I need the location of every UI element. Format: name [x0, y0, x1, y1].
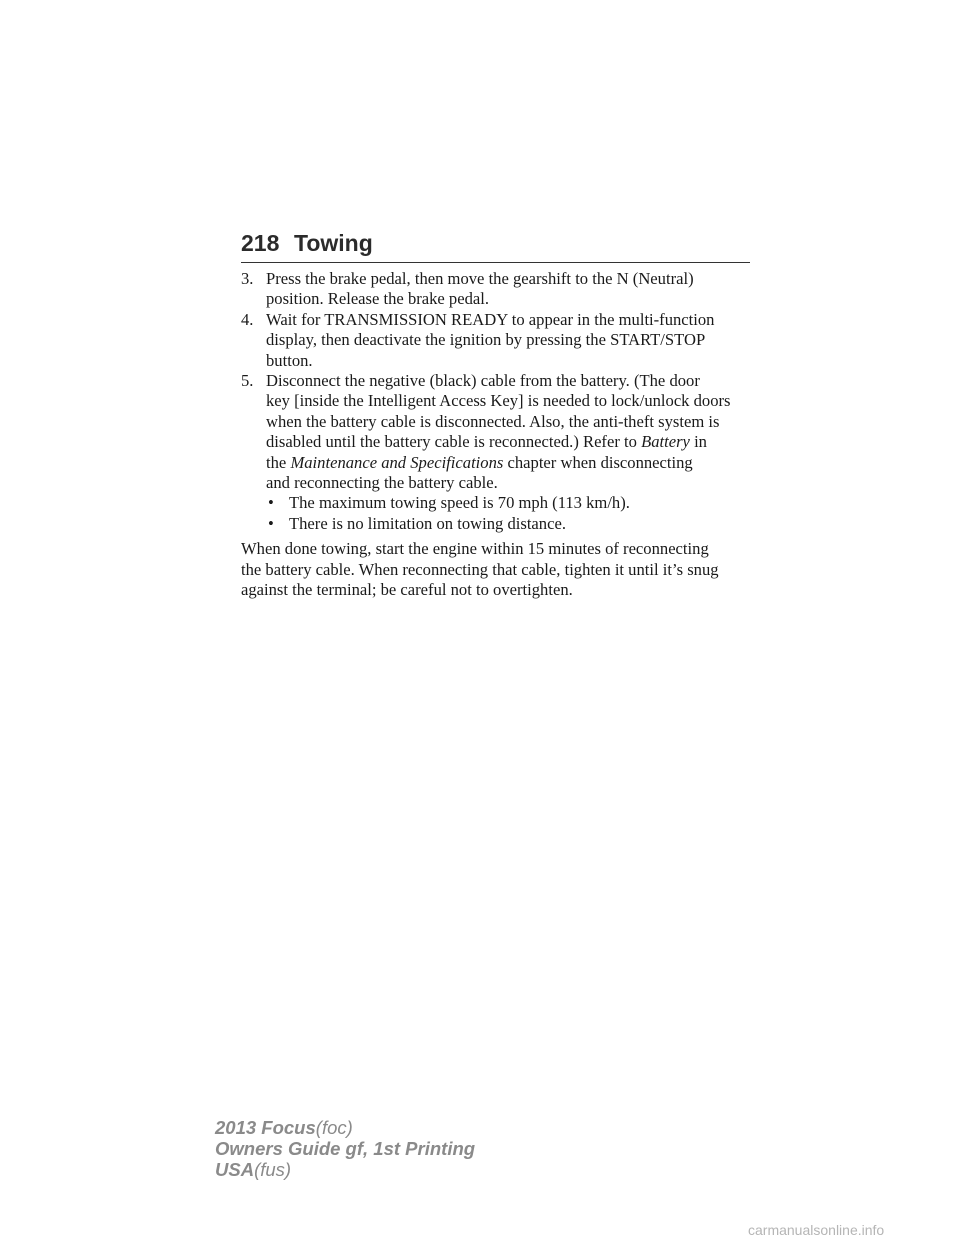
bullet-icon: •: [268, 513, 274, 533]
text-run: in: [694, 432, 707, 452]
footer-market-code: (fus): [254, 1159, 292, 1180]
footer-model-code: (foc): [315, 1117, 353, 1138]
closing-paragraph: [241, 539, 756, 600]
footer-market: USA: [215, 1159, 255, 1180]
footer-model: 2013 Focus: [215, 1117, 316, 1138]
step-line: button.: [266, 350, 313, 370]
maintenance-chapter-reference: Maintenance and Specifications: [290, 452, 504, 472]
step-line: and reconnecting the battery cable.: [266, 473, 498, 493]
step-line: Press the brake pedal, then move the gearshift to the N (Neutral): [266, 269, 694, 288]
bullet-item: [241, 493, 756, 513]
step-5: [241, 371, 756, 493]
step-line-battery-ref: [266, 432, 756, 452]
step-line: Wait for TRANSMISSION READY to appear in the multi-function: [266, 309, 715, 329]
step-line: when the battery cable is disconnected. Also, the anti-theft system is: [266, 411, 720, 431]
paragraph-line: the battery cable. When reconnecting that cable, tighten it until it’s snug: [241, 559, 719, 579]
footer-market-line: [215, 1159, 475, 1180]
text-run: the: [266, 452, 287, 472]
page-header: [241, 228, 750, 263]
step-number: 5.: [241, 371, 254, 391]
step-3: [241, 269, 756, 310]
step-line: key [inside the Intelligent Access Key] is needed to lock/unlock doors: [266, 391, 731, 411]
step-4: [241, 310, 756, 371]
bullet-item: [241, 514, 756, 534]
chapter-title: Towing: [294, 230, 373, 256]
text-run: disabled until the battery cable is reconnected.) Refer to: [266, 432, 637, 452]
step-line-chapter-ref: [266, 453, 756, 473]
print-footer: [215, 1117, 475, 1180]
paragraph-line: against the terminal; be careful not to overtighten.: [241, 580, 573, 600]
body-text: [241, 269, 756, 601]
step-line: Disconnect the negative (black) cable from the battery. (The door: [266, 371, 700, 391]
bullet-text: The maximum towing speed is 70 mph (113 km/h).: [289, 493, 630, 513]
step-line: display, then deactivate the ignition by pressing the START/STOP: [266, 330, 706, 350]
footer-model-line: [215, 1117, 475, 1138]
battery-reference: Battery: [641, 432, 690, 452]
bullet-icon: •: [268, 493, 274, 513]
step-line: position. Release the brake pedal.: [266, 289, 490, 309]
page-number: 218: [241, 230, 280, 256]
step-number: 3.: [241, 269, 254, 288]
watermark: carmanualsonline.info: [748, 1222, 885, 1238]
text-run: chapter when disconnecting: [507, 452, 693, 472]
bullet-text: There is no limitation on towing distance.: [289, 513, 566, 533]
paragraph-line: When done towing, start the engine within 15 minutes of reconnecting: [241, 539, 709, 559]
footer-guide-line: [215, 1138, 475, 1159]
footer-guide: Owners Guide gf, 1st Printing: [215, 1138, 476, 1159]
step-number: 4.: [241, 309, 254, 329]
